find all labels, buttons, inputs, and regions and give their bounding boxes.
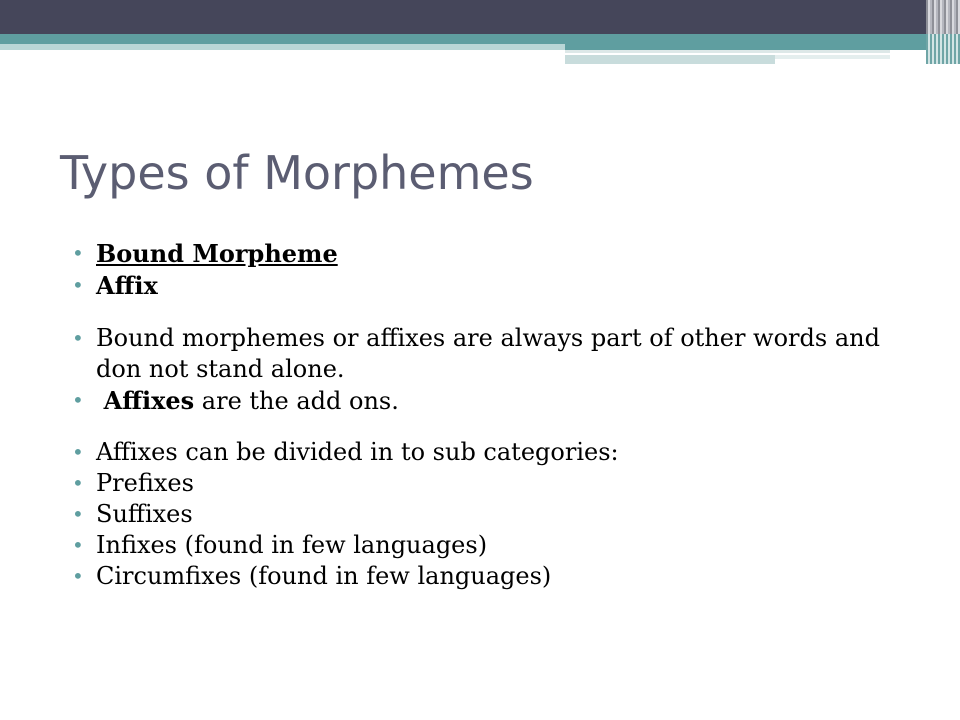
- header-accent-line: [565, 55, 775, 64]
- bullet-text: Bound morphemes or affixes are always part of other words and don not stand alone.: [96, 324, 880, 383]
- corner-teal-decoration: [926, 34, 960, 64]
- bullet-item-suffixes: [72, 499, 892, 530]
- bullet-item-affix: [72, 270, 892, 302]
- slide-content: [72, 238, 892, 592]
- bullet-item-prefixes: [72, 468, 892, 499]
- bullet-text: Prefixes: [96, 469, 194, 497]
- bullet-item-bound-morpheme: [72, 238, 892, 270]
- slide-title: Types of Morphemes: [60, 146, 534, 200]
- header-band-teal-light: [0, 44, 565, 50]
- bullet-item-definition: [72, 323, 892, 385]
- bullet-item-circumfixes: [72, 561, 892, 592]
- bullet-item-affixes-add-ons: [72, 385, 892, 417]
- bullet-text: are the add ons.: [194, 387, 399, 415]
- header-accent-line: [565, 50, 890, 53]
- bullet-list: [72, 238, 892, 592]
- bullet-text: Suffixes: [96, 500, 193, 528]
- header-band-dark: [0, 0, 960, 34]
- bullet-item-subcategories: [72, 437, 892, 468]
- bullet-text: Infixes (found in few languages): [96, 531, 488, 559]
- header-accent-line: [775, 55, 890, 59]
- bullet-text: Bound Morpheme: [96, 239, 338, 268]
- bullet-item-infixes: [72, 530, 892, 561]
- bullet-text-bold: Affixes: [103, 386, 195, 415]
- bullet-text: Affix: [96, 271, 158, 300]
- bullet-text: Circumfixes (found in few languages): [96, 562, 552, 590]
- header-band-teal: [0, 34, 960, 44]
- bullet-text: Affixes can be divided in to sub categories:: [96, 438, 619, 466]
